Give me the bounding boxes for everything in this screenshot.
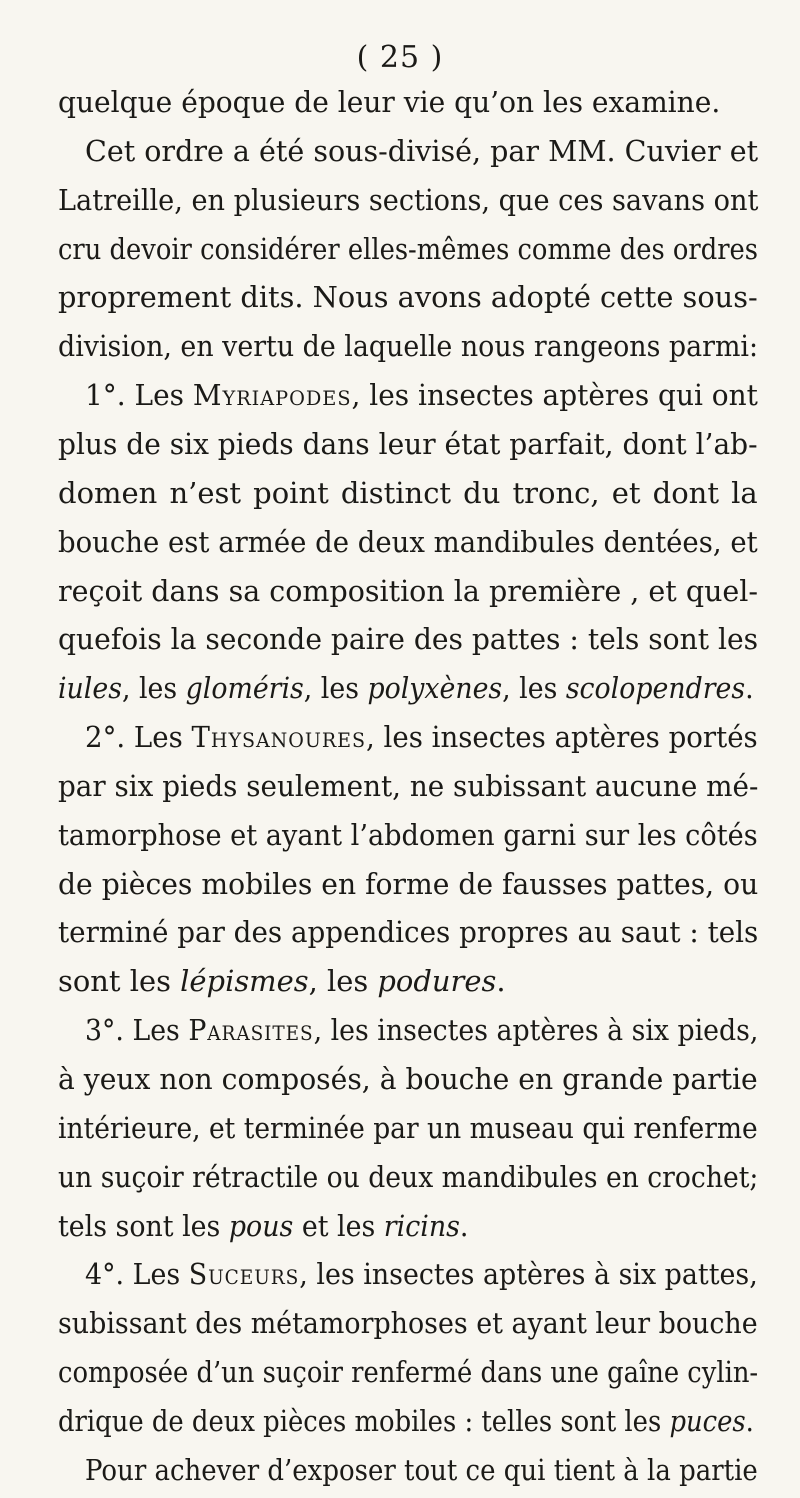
text-segment: division, en vertu de laquelle nous rangeons parmi: — [58, 329, 759, 364]
text-line — [58, 179, 758, 221]
text-segment: proprement dits. Nous avons adopté cette sous- — [58, 280, 758, 315]
text-segment: et les — [293, 1208, 384, 1243]
small-caps-term: Suceurs — [188, 1257, 300, 1292]
text-segment: Latreille, en plusieurs sections, que ces savans ont — [58, 182, 759, 217]
text-segment: , les — [303, 671, 368, 706]
text-segment: Pour achever d’exposer tout ce qui tient à la partie — [85, 1452, 758, 1487]
text-segment: , les — [308, 964, 378, 999]
text-segment: 1°. Les — [85, 378, 193, 413]
text-line — [85, 716, 758, 758]
text-segment: , les insectes aptères qui ont — [351, 378, 758, 413]
text-segment: intérieure, et terminée par un museau qui renferme — [58, 1110, 758, 1145]
text-segment: tamorphose et ayant l’abdomen garni sur les côtés — [58, 817, 758, 852]
text-line — [58, 276, 758, 318]
text-segment: de pièces mobiles en forme de fausses pattes, ou — [58, 866, 759, 901]
text-line — [58, 228, 758, 270]
italic-term: iules — [58, 671, 122, 706]
italic-term: ricins — [383, 1208, 460, 1243]
small-caps-term: Myriapodes — [192, 378, 352, 413]
italic-term: polyxènes — [367, 671, 503, 706]
text-segment: drique de deux pièces mobiles : telles sont les — [58, 1403, 670, 1438]
italic-term: pous — [228, 1208, 294, 1243]
italic-term: scolopendres — [565, 671, 746, 706]
text-segment: par six pieds seulement, ne subissant aucune mé- — [58, 768, 759, 803]
text-line — [58, 1302, 758, 1344]
text-segment: terminé par des appendices propres au saut : tels — [58, 915, 759, 950]
text-segment: tels sont les — [58, 1208, 229, 1243]
text-line — [85, 1009, 758, 1051]
text-segment: sont les — [58, 964, 181, 999]
page-number: ( 25 ) — [356, 40, 444, 75]
text-segment: . — [496, 964, 506, 999]
italic-term: lépismes — [180, 964, 309, 999]
text-line — [58, 1351, 758, 1393]
text-segment: . — [745, 1403, 754, 1438]
text-segment: 2°. Les — [85, 720, 192, 755]
text-segment: subissant des métamorphoses et ayant leur bouche — [58, 1306, 758, 1341]
text-line — [85, 1253, 758, 1295]
text-line — [58, 863, 758, 905]
text-line — [58, 81, 720, 123]
text-line — [58, 765, 758, 807]
text-line — [58, 960, 506, 1002]
text-segment: . — [745, 671, 754, 706]
text-line — [58, 1058, 758, 1100]
text-line — [58, 911, 758, 953]
small-caps-term: Parasites — [188, 1013, 314, 1048]
text-segment: , les — [121, 671, 186, 706]
text-segment: , les — [502, 671, 566, 706]
text-line — [58, 667, 754, 709]
text-segment: 4°. Les — [85, 1257, 189, 1292]
text-segment: , les insectes aptères à six pieds, — [313, 1013, 759, 1048]
text-segment: 3°. Les — [85, 1013, 189, 1048]
text-segment: cru devoir considérer elles-mêmes comme des ordres — [58, 231, 758, 266]
text-segment: quelque époque de leur vie qu’on les examine. — [58, 85, 721, 119]
italic-term: podures — [377, 964, 497, 999]
italic-term: puces — [669, 1403, 746, 1438]
text-line — [58, 814, 758, 856]
text-line — [58, 472, 758, 514]
text-segment: , les insectes aptères à six pattes, — [299, 1257, 758, 1292]
text-line — [58, 521, 758, 563]
text-segment: . — [459, 1208, 469, 1243]
text-line — [58, 1156, 758, 1198]
text-segment: un suçoir rétractile ou deux mandibules en crochet; — [58, 1159, 759, 1194]
text-line — [58, 325, 758, 367]
small-caps-term: Thysanoures — [191, 720, 366, 755]
text-segment: bouche est armée de deux mandibules dentées, et — [58, 524, 758, 559]
text-segment: , les insectes aptères portés — [365, 720, 758, 755]
text-line — [58, 618, 758, 660]
text-segment: reçoit dans sa composition la première , et quel- — [58, 573, 759, 608]
text-line — [58, 1205, 468, 1247]
text-segment: domen n’est point distinct du tronc, et dont la — [58, 475, 758, 510]
italic-term: gloméris — [185, 671, 304, 706]
text-line — [58, 423, 758, 465]
text-line — [85, 374, 758, 416]
text-line — [85, 130, 758, 172]
text-segment: composée d’un suçoir renfermé dans une gaîne cylin- — [58, 1355, 759, 1390]
text-line — [58, 570, 758, 612]
text-segment: à yeux non composés, à bouche en grande partie — [58, 1062, 758, 1096]
text-segment: Cet ordre a été sous-divisé, par MM. Cuvier et — [85, 133, 759, 168]
text-segment: plus de six pieds dans leur état parfait, dont l’ab- — [58, 426, 758, 461]
text-line — [58, 1107, 758, 1149]
text-segment: quefois la seconde paire des pattes : tels sont les — [58, 622, 759, 657]
text-line — [85, 1449, 758, 1491]
text-line — [58, 1400, 754, 1442]
